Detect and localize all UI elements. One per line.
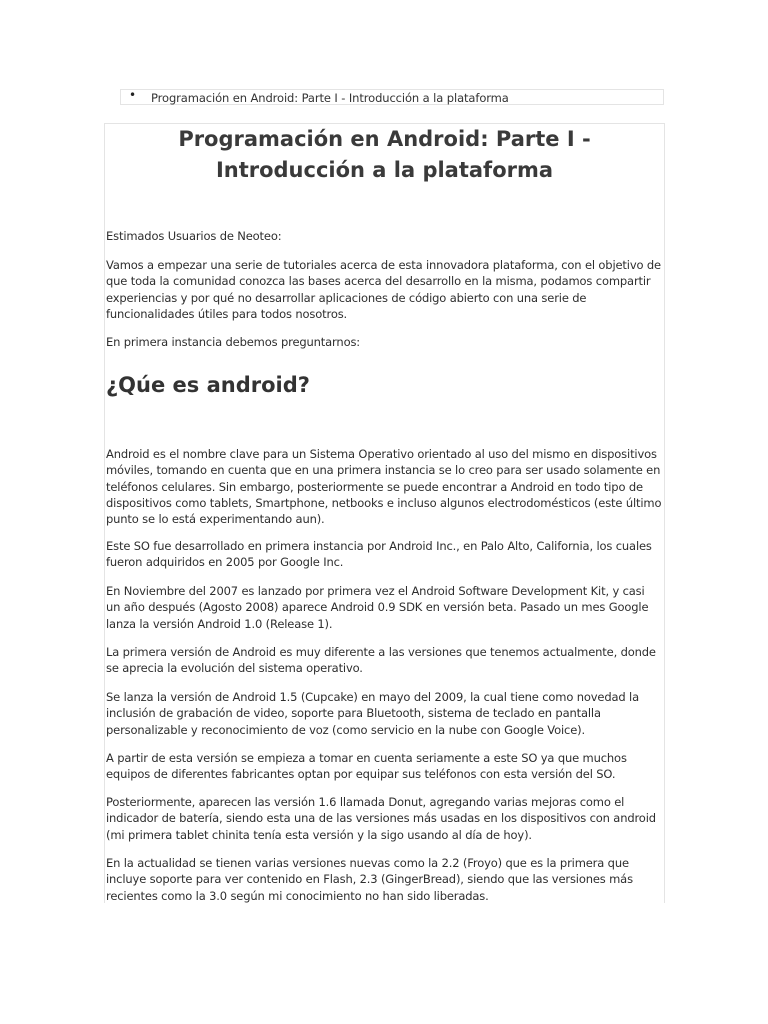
- article: [104, 123, 665, 903]
- paragraph: Se lanza la versión de Android 1.5 (Cupcake) en mayo del 2009, la cual tiene como novedad la inclusión de grabación de video, soporte para Bluetooth, sistema de teclado en pantalla personalizable y reconocimiento de voz (como servicio en la nube con Google Voice).: [106, 690, 639, 737]
- paragraph: Este SO fue desarrollado en primera instancia por Android Inc., en Palo Alto, California, los cuales fueron adquiridos en 2005 por Google Inc.: [106, 539, 652, 570]
- toc-box: [120, 89, 664, 105]
- toc-link[interactable]: Programación en Android: Parte I - Introducción a la plataforma: [151, 91, 509, 105]
- paragraph: La primera versión de Android es muy diferente a las versiones que tenemos actualmente, donde se aprecia la evolución del sistema operativo.: [106, 645, 656, 676]
- greeting: Estimados Usuarios de Neoteo:: [106, 229, 282, 243]
- toc-bullet: •: [129, 88, 137, 102]
- paragraph: Posteriormente, aparecen las versión 1.6 llamada Donut, agregando varias mejoras como el indicador de batería, siendo esta una de las versiones más usadas en los dispositivos con android (mi primera tablet chinita tenía esta versión y la sigo usando al día de hoy).: [106, 795, 656, 842]
- paragraph: En Noviembre del 2007 es lanzado por primera vez el Android Software Development Kit, y casi un año después (Agosto 2008) aparece Android 0.9 SDK en versión beta. Pasado un mes Google lanza la versión Android 1.0 (Release 1).: [106, 584, 649, 631]
- paragraph: Android es el nombre clave para un Sistema Operativo orientado al uso del mismo en dispositivos móviles, tomando en cuenta que en una primera instancia se lo creo para ser usado solamente en teléfonos celulares. Sin embargo, posteriormente se puede encontrar a Android en todo tipo de dispositivos como tablets, Smartphone, netbooks e incluso algunos electrodomésticos (este último punto se lo está experimentando aun).: [106, 447, 662, 527]
- question-intro: En primera instancia debemos preguntarnos:: [106, 335, 361, 349]
- section-heading: ¿Qúe es android?: [106, 373, 310, 397]
- paragraph: A partir de esta versión se empieza a tomar en cuenta seriamente a este SO ya que muchos equipos de diferentes fabricantes optan por equipar sus teléfonos con esta versión del SO.: [106, 751, 627, 782]
- paragraph: En la actualidad se tienen varias versiones nuevas como la 2.2 (Froyo) que es la primera que incluye soporte para ver contenido en Flash, 2.3 (GingerBread), siendo que las versiones más recientes como la 3.0 según mi conocimiento no han sido liberadas.: [106, 856, 633, 903]
- intro-paragraph: Vamos a empezar una serie de tutoriales acerca de esta innovadora plataforma, con el objetivo de que toda la comunidad conozca las bases acerca del desarrollo en la misma, podamos compartir experiencias y por qué no desarrollar aplicaciones de código abierto con una serie de funcionalidades útiles para todos nosotros.: [106, 258, 661, 321]
- article-title: Programación en Android: Parte I - Introducción a la plataforma: [178, 127, 591, 182]
